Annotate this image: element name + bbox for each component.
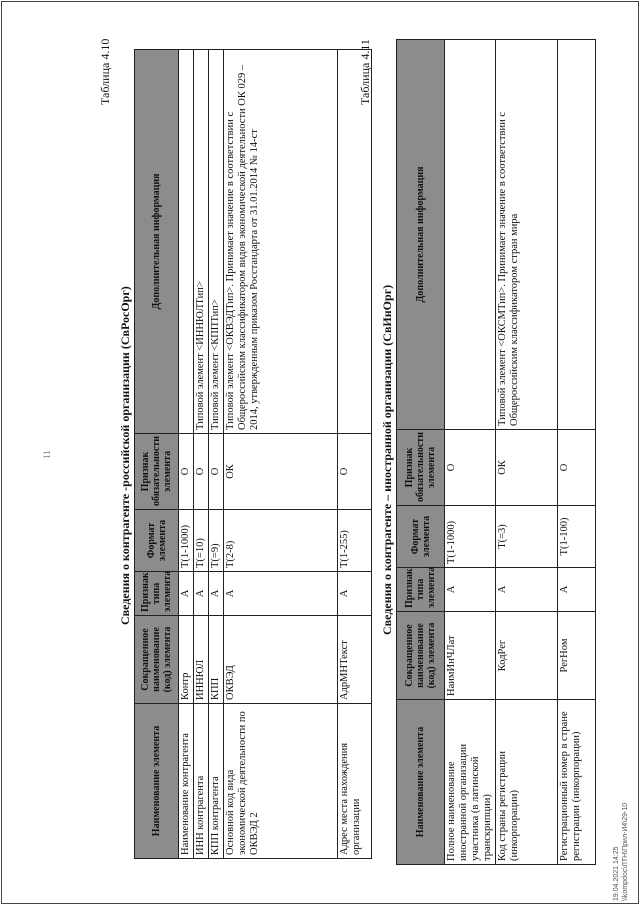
table-row	[338, 50, 372, 859]
cell: О	[558, 430, 596, 506]
cell: Адрес места нахождения организации	[338, 704, 372, 859]
cell: Регистрационный номер в стране регистрации (инкорпорации)	[558, 700, 596, 865]
table-row	[224, 50, 338, 859]
table2-header-name: Наименование элемента	[397, 700, 445, 865]
cell: А	[179, 572, 194, 616]
table2-header-info: Дополнительная информация	[397, 40, 445, 430]
cell: ОК	[224, 434, 338, 510]
cell: О	[194, 434, 209, 510]
cell: А	[209, 572, 224, 616]
cell: T(2-8)	[224, 510, 338, 572]
cell	[179, 50, 194, 434]
table2-header-format: Формат элемента	[397, 506, 445, 568]
cell: T(=9)	[209, 510, 224, 572]
table2-header-type: Признак типа элемента	[397, 568, 445, 612]
footer	[612, 803, 630, 901]
table2	[396, 39, 596, 865]
cell: А	[194, 572, 209, 616]
table-row	[209, 50, 224, 859]
cell: КодРег	[496, 612, 558, 700]
cell: А	[445, 568, 496, 612]
cell: А	[496, 568, 558, 612]
table2-title: Сведения о контрагенте – иностранной организации (СвИнОрг)	[380, 284, 394, 635]
table1-header-code: Сокращенное наименование (код) элемента	[135, 616, 179, 704]
page-number: 11	[42, 450, 52, 459]
table2-header-code: Сокращенное наименование (код) элемента	[397, 612, 445, 700]
table2-header-required: Признак обязательности элемента	[397, 430, 445, 506]
cell: А	[224, 572, 338, 616]
table1-header-required: Признак обязательности элемента	[135, 434, 179, 510]
cell: НаимИнЧЛат	[445, 612, 496, 700]
cell: Типовой элемент <КППТип>	[209, 50, 224, 434]
cell: T(1-255)	[338, 510, 372, 572]
table1-header-info: Дополнительная информация	[135, 50, 179, 434]
cell: О	[209, 434, 224, 510]
cell	[338, 50, 372, 434]
cell: АдрМНТекст	[338, 616, 372, 704]
table1-title: Сведения о контрагенте -российской организации (СвРосОрг)	[118, 286, 132, 625]
cell: Контр	[179, 616, 194, 704]
cell: О	[445, 430, 496, 506]
footer-timestamp: 19.04.2021 14:25	[613, 846, 620, 901]
table1	[134, 49, 372, 859]
cell: Типовой элемент <ОКСМТип>. Принимает значение в соответствии с Общероссийским классификатором стран мира	[496, 40, 558, 430]
table-row	[179, 50, 194, 859]
table-row	[558, 40, 596, 865]
table1-header-type: Признак типа элемента	[135, 572, 179, 616]
table-row	[496, 40, 558, 865]
table1-header-name: Наименование элемента	[135, 704, 179, 859]
cell: ОКВЭД	[224, 616, 338, 704]
cell: Типовой элемент <ОКВЭДТип>. Принимает значение в соответствии с Общероссийским классификатором видов экономической деятельности ОК 029 – 2014, утвержденным приказом Росстандарта от 31.01.2014 № 14-ст	[224, 50, 338, 434]
cell: Полное наименование иностранной организации участника (в латинской транскрипции)	[445, 700, 496, 865]
table-row	[445, 40, 496, 865]
table2-label: Таблица 4.11	[358, 39, 372, 105]
cell: О	[179, 434, 194, 510]
cell: КПП контрагента	[209, 704, 224, 859]
footer-path: \\kompdoc\ЛТН\Прил-И4\29-10	[622, 802, 629, 901]
cell	[445, 40, 496, 430]
table2-header-row	[397, 40, 445, 865]
table1-header-row	[135, 50, 179, 859]
table-row	[194, 50, 209, 859]
cell: T(=3)	[496, 506, 558, 568]
cell: О	[338, 434, 372, 510]
cell: ИННЮЛ	[194, 616, 209, 704]
cell: T(1-100)	[558, 506, 596, 568]
table1-header-format: Формат элемента	[135, 510, 179, 572]
cell: А	[338, 572, 372, 616]
cell: ОК	[496, 430, 558, 506]
cell: РегНом	[558, 612, 596, 700]
cell: T(1-1000)	[445, 506, 496, 568]
cell: Код страны регистрации (инкорпорации)	[496, 700, 558, 865]
cell: Типовой элемент <ИННЮЛТип>	[194, 50, 209, 434]
cell: Наименование контрагента	[179, 704, 194, 859]
cell: T(1-1000)	[179, 510, 194, 572]
table1-label: Таблица 4.10	[98, 38, 112, 105]
cell: ИНН контрагента	[194, 704, 209, 859]
cell: Основной код вида экономической деятельности по ОКВЭД 2	[224, 704, 338, 859]
cell: А	[558, 568, 596, 612]
cell: T(=10)	[194, 510, 209, 572]
cell: КПП	[209, 616, 224, 704]
cell	[558, 40, 596, 430]
